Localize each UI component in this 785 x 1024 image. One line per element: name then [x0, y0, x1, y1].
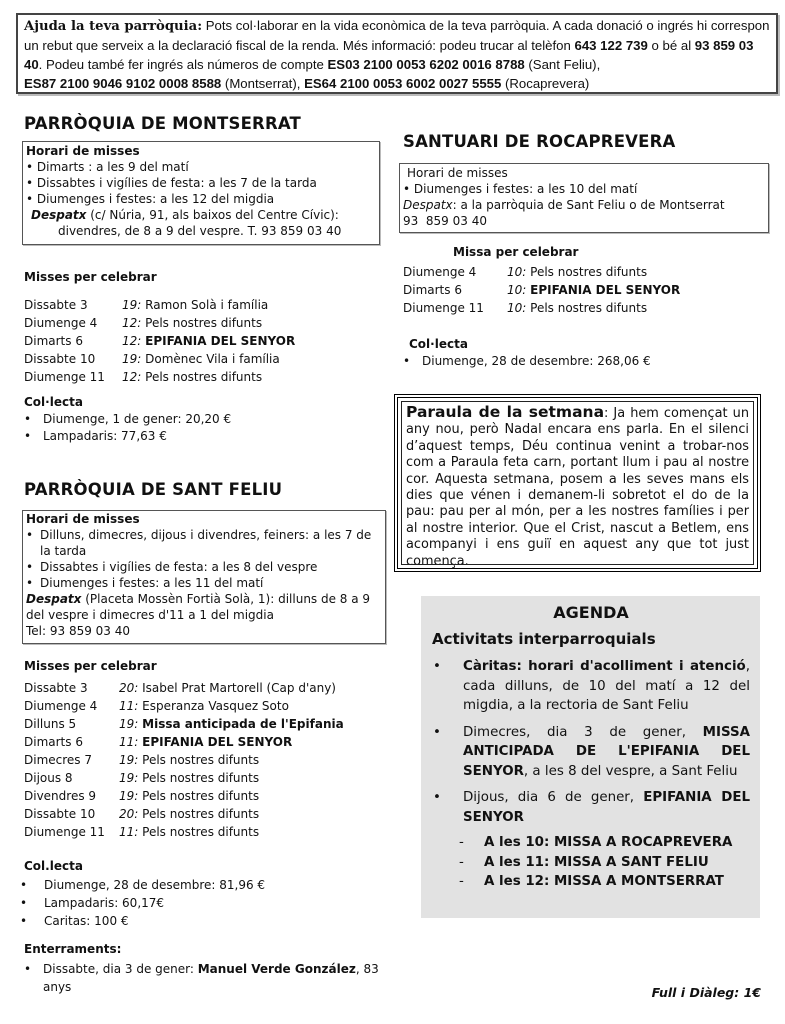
mass-day: Dimarts 6: [24, 735, 83, 749]
mass-time: 11:: [119, 735, 139, 749]
montserrat-masses-list: [24, 296, 295, 386]
mass-row: [24, 368, 295, 386]
mass-intention: Pels nostres difunts: [530, 265, 648, 279]
mass-row: [24, 350, 295, 368]
phone-number: 93 859 03 40: [403, 214, 487, 228]
mass-day: Dissabte 10: [24, 352, 96, 366]
mass-day: Diumenge 4: [403, 265, 477, 279]
donation-info-box: Ajuda la teva parròquia: Pots col·laborar en la vida econòmica de la teva parròquia. A cada donació o ingrés hi correspon un rebut que serveix a la declaració fiscal de la renda. Més informació: podeu trucar al telèfon 643 122 739 o bé al 93 859 03 40. Podeu també fer ingrés als números de compte ES03 2100 0053 6202 0016 8788 (Sant Feliu), ES87 2100 9046 9102 0008 8588 (Montserrat), ES64 2100 0053 6002 0027 5555 (Rocaprevera): [16, 13, 778, 94]
mass-time: 19:: [119, 771, 139, 785]
mass-row: [24, 332, 295, 350]
masses-title: Misses per celebrar: [24, 270, 157, 284]
mass-row: [24, 823, 344, 841]
schedule-item: • Dissabtes i vigílies de festa: a les 7 de la tarda: [26, 176, 317, 190]
mass-day: Dissabte 10: [24, 807, 96, 821]
account-number: ES64 2100 0053 6002 0027 5555: [304, 76, 502, 91]
mass-row: [24, 314, 295, 332]
mass-row: [24, 805, 344, 823]
agenda-subitem: - A les 11: MISSA A SANT FELIU: [459, 854, 709, 870]
mass-intention: Pels nostres difunts: [145, 370, 263, 384]
santfeliu-schedule-box: [22, 510, 386, 644]
agenda-item: • Dijous, dia 6 de gener, EPIFANIA DEL SENYOR: [433, 790, 750, 825]
schedule-item: • Dilluns, dimecres, dijous i divendres, feiners: a les 7 de la tarda: [26, 528, 372, 558]
mass-intention: Ramon Solà i família: [145, 298, 269, 312]
schedule-item: • Diumenges i festes: a les 10 del matí: [403, 182, 638, 196]
mass-time: 19:: [122, 298, 142, 312]
collection-title: Col·lecta: [24, 395, 83, 409]
office-hours-detail: divendres, de 8 a 9 del vespre. T. 93 859 03 40: [58, 224, 342, 238]
mass-row: [24, 751, 344, 769]
agenda-title: AGENDA: [553, 603, 629, 622]
footer-price: Full i Diàleg: 1€: [651, 985, 761, 1000]
burial-item: • Dissabte, dia 3 de gener: Manuel Verde González, 83 anys: [24, 962, 379, 994]
mass-row: [24, 697, 344, 715]
mass-day: Dissabte 3: [24, 298, 88, 312]
mass-day: Dilluns 5: [24, 717, 77, 731]
mass-intention: Domènec Vila i família: [145, 352, 280, 366]
mass-day: Diumenge 11: [24, 370, 105, 384]
mass-time: 12:: [122, 316, 142, 330]
mass-time: 19:: [122, 352, 142, 366]
office-hours: Despatx (c/ Núria, 91, als baixos del Centre Cívic):: [31, 208, 339, 222]
mass-time: 10:: [507, 265, 527, 279]
mass-day: Dimarts 6: [403, 283, 462, 297]
rocaprevera-collection-list: [403, 353, 651, 370]
mass-day: Dimarts 6: [24, 334, 83, 348]
account-number: ES87 2100 9046 9102 0008 8588: [24, 76, 222, 91]
agenda-item: • Càritas: horari d'acolliment i atenció, cada dilluns, de 10 del matí a 12 del migdia, a la rectoria de Sant Feliu: [433, 659, 750, 713]
mass-time: 20:: [119, 681, 139, 695]
montserrat-schedule-box: [22, 141, 380, 245]
mass-time: 19:: [119, 753, 139, 767]
montserrat-collection-list: [24, 411, 231, 445]
mass-intention: Esperanza Vasquez Soto: [142, 699, 289, 713]
office-hours: Despatx (Placeta Mossèn Fortià Solà, 1): dilluns de 8 a 9 del vespre i dimecres d'11 a 1 del migdia: [26, 592, 371, 622]
mass-intention: Pels nostres difunts: [142, 771, 260, 785]
mass-row: [403, 263, 680, 281]
mass-intention: EPIFANIA DEL SENYOR: [530, 283, 681, 297]
mass-day: Divendres 9: [24, 789, 97, 803]
phone-number: 93 859 03 40: [24, 38, 754, 72]
collection-item: • Diumenge, 28 de desembre: 81,96 €: [20, 878, 266, 892]
mass-time: 11:: [119, 825, 139, 839]
mass-row: [24, 769, 344, 787]
rocaprevera-title: SANTUARI DE ROCAPREVERA: [403, 132, 676, 151]
agenda-box: [421, 596, 760, 918]
rocaprevera-masses-list: [403, 263, 680, 317]
mass-day: Diumenge 4: [24, 699, 98, 713]
schedule-item: • Dimarts : a les 9 del matí: [26, 160, 189, 174]
santfeliu-masses-list: [24, 679, 344, 841]
word-of-the-week-title: Paraula de la setmana: [406, 403, 605, 421]
word-of-the-week-text: : Ja hem començat un any nou, però Nadal encara ens parla. En el silenci d’aquest temps, Déu continua venint a trobar-nos com a Paraula feta carn, portant llum i pau al nostre cor. Aquesta setmana, posem a les seves mans els dies que vénen i demanem-li sobretot el do de la pau: pau per al món, per a les nostres famílies i per al nostre interior. Que el Crist, nascut a Betlem, ens acompanyi i ens guiï en aquest any que tot just comença.: [406, 406, 749, 569]
mass-row: [24, 715, 344, 733]
schedule-title: Horari de misses: [407, 166, 508, 180]
schedule-title: Horari de misses: [26, 512, 140, 526]
mass-day: Dimecres 7: [24, 753, 92, 767]
mass-day: Dissabte 3: [24, 681, 88, 695]
mass-intention: Pels nostres difunts: [530, 301, 648, 315]
masses-title: Missa per celebrar: [453, 245, 579, 259]
mass-day: Diumenge 4: [24, 316, 98, 330]
mass-day: Diumenge 11: [403, 301, 484, 315]
collection-item: • Diumenge, 28 de desembre: 268,06 €: [403, 354, 651, 368]
mass-time: 12:: [122, 370, 142, 384]
collection-title: Col.lecta: [24, 859, 83, 873]
collection-item: • Diumenge, 1 de gener: 20,20 €: [24, 412, 232, 426]
word-of-the-week-box: [394, 394, 761, 572]
mass-row: [24, 787, 344, 805]
agenda-subitem: - A les 12: MISSA A MONTSERRAT: [459, 874, 724, 889]
collection-item: • Lampadaris: 77,63 €: [24, 429, 167, 443]
agenda-item: • Dimecres, dia 3 de gener, MISSA ANTICIPADA DE L'EPIFANIA DEL SENYOR, a les 8 del vespre, a Sant Feliu: [433, 724, 750, 779]
santfeliu-title: PARRÒQUIA DE SANT FELIU: [24, 480, 283, 499]
mass-intention: Isabel Prat Martorell (Cap d'any): [142, 681, 336, 695]
mass-time: 11:: [119, 699, 139, 713]
schedule-item: • Dissabtes i vigílies de festa: a les 8 del vespre: [26, 560, 318, 574]
schedule-item: • Diumenges i festes: a les 11 del matí: [26, 576, 264, 590]
mass-row: [403, 281, 680, 299]
office-hours: Despatx: a la parròquia de Sant Feliu o de Montserrat: [403, 198, 725, 212]
mass-time: 20:: [119, 807, 139, 821]
mass-time: 10:: [507, 283, 527, 297]
agenda-subtitle: Activitats interparroquials: [432, 630, 656, 648]
burials-title: Enterraments:: [24, 942, 122, 956]
rocaprevera-schedule-box: [399, 163, 769, 233]
mass-row: [24, 733, 344, 751]
mass-row: [403, 299, 680, 317]
santfeliu-collection-list: [20, 876, 265, 930]
collection-item: • Caritas: 100 €: [20, 914, 129, 928]
mass-row: [24, 296, 295, 314]
agenda-subitem: - A les 10: MISSA A ROCAPREVERA: [459, 835, 733, 850]
schedule-item: • Diumenges i festes: a les 12 del migdia: [26, 192, 275, 206]
mass-intention: Pels nostres difunts: [142, 825, 260, 839]
mass-day: Diumenge 11: [24, 825, 105, 839]
mass-time: 10:: [507, 301, 527, 315]
collection-title: Col·lecta: [409, 337, 468, 351]
mass-time: 19:: [119, 789, 139, 803]
phone-number: 643 122 739: [574, 38, 648, 53]
mass-intention: EPIFANIA DEL SENYOR: [142, 735, 293, 749]
mass-intention: Pels nostres difunts: [145, 316, 263, 330]
mass-intention: EPIFANIA DEL SENYOR: [145, 334, 296, 348]
mass-intention: Pels nostres difunts: [142, 789, 260, 803]
masses-title: Misses per celebrar: [24, 659, 157, 673]
donation-heading: Ajuda la teva parròquia:: [24, 19, 203, 34]
mass-intention: Pels nostres difunts: [142, 753, 260, 767]
mass-time: 12:: [122, 334, 142, 348]
mass-day: Dijous 8: [24, 771, 73, 785]
schedule-title: Horari de misses: [26, 144, 140, 158]
mass-row: [24, 679, 344, 697]
phone-number: Tel: 93 859 03 40: [26, 624, 131, 638]
montserrat-title: PARRÒQUIA DE MONTSERRAT: [24, 114, 301, 133]
mass-time: 19:: [119, 717, 139, 731]
account-number: ES03 2100 0053 6202 0016 8788: [327, 57, 525, 72]
mass-intention: Pels nostres difunts: [142, 807, 260, 821]
collection-item: • Lampadaris: 60,17€: [20, 896, 165, 910]
mass-intention: Missa anticipada de l'Epifania: [142, 717, 344, 731]
